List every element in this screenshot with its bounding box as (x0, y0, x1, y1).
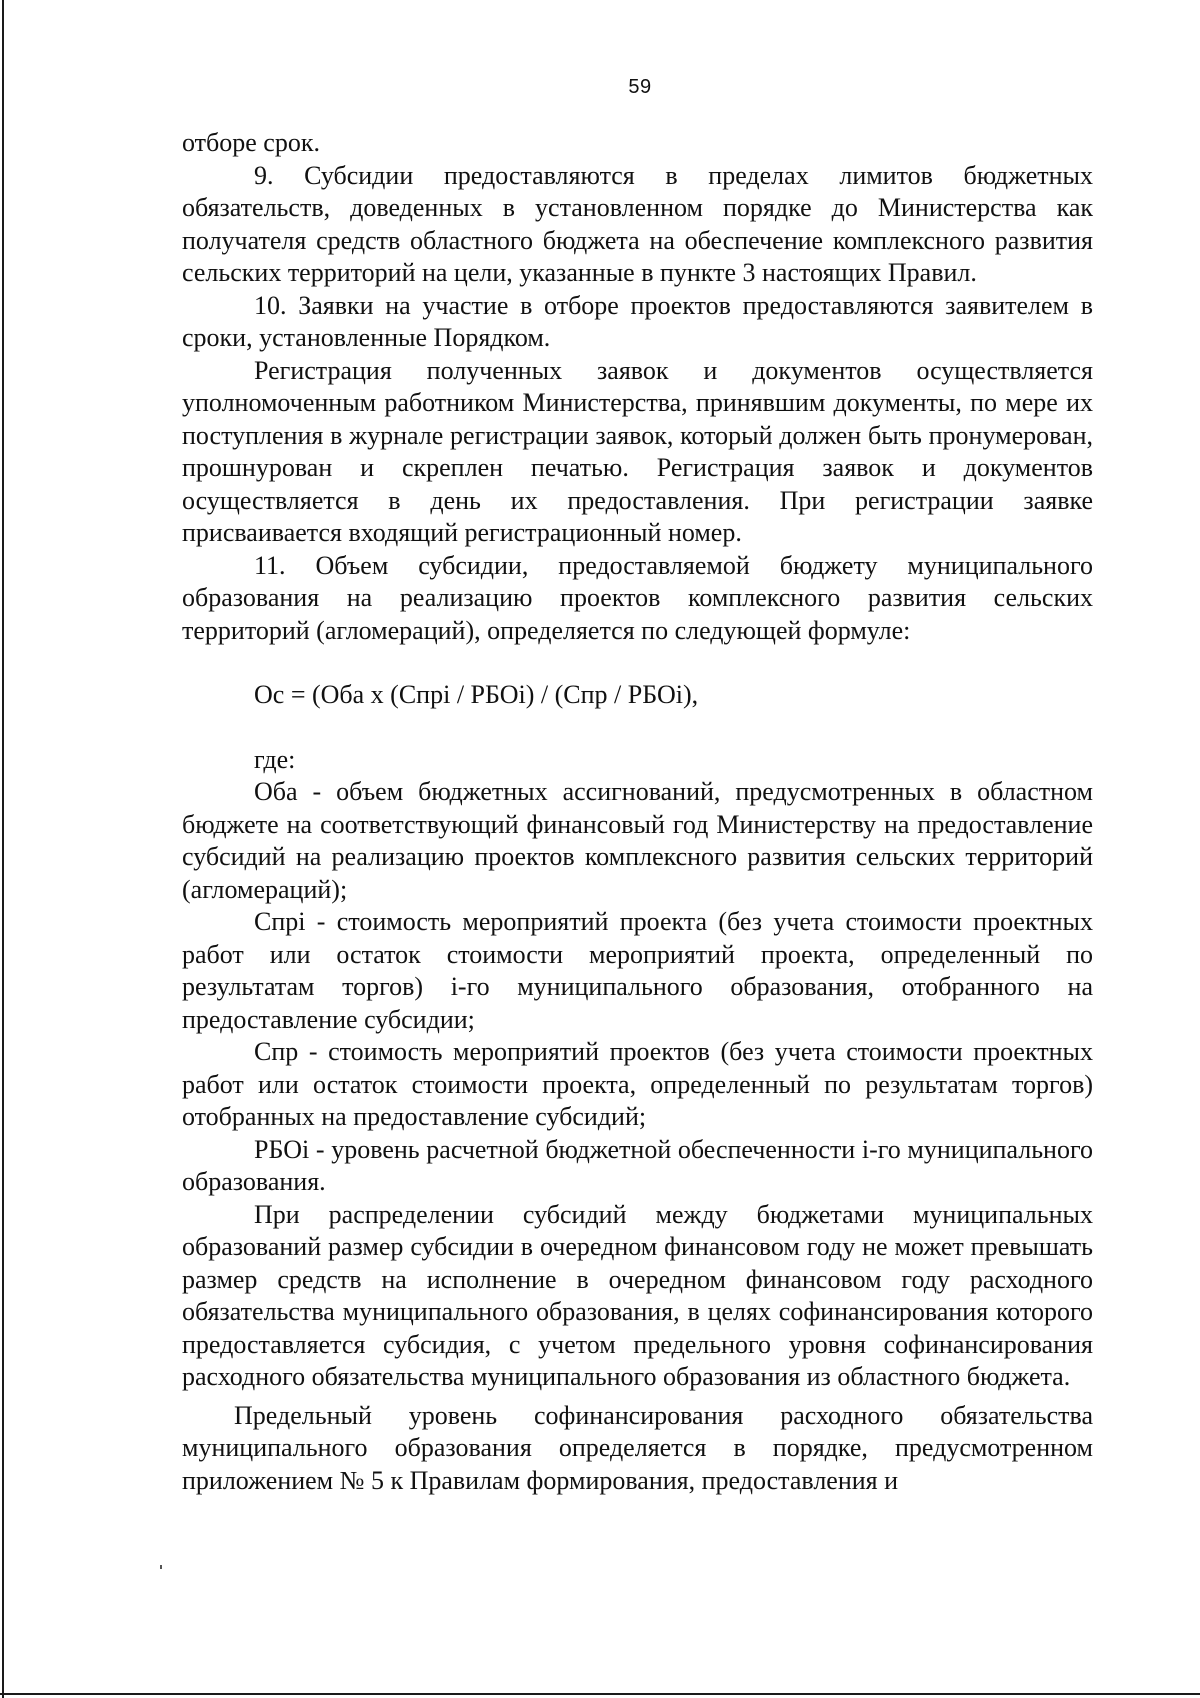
subsidy-formula: Ос = (Оба х (Cпрi / РБОi) / (Спр / РБОi), (254, 680, 699, 709)
scan-bottom-edge (0, 1693, 1200, 1695)
page-number: 59 (628, 76, 652, 98)
definition-oba: Оба - объем бюджетных ассигнований, предусмотренных в областном бюджете на соответствующий финансовый год Министерству на предоставление субсидий на реализацию проектов комплексного развития сельских территорий (агломераций); (182, 777, 1093, 904)
definition-spri: Спрi - стоимость мероприятий проекта (без учета стоимости проектных работ или остаток стоимости мероприятий проекта, определенный по результатам торгов) i-го муниципального образования, отобранного на предоставление субсидии; (182, 907, 1093, 1034)
paragraph-item-11: 11. Объем субсидии, предоставляемой бюджету муниципального образования на реализацию проектов комплексного развития сельских территорий (агломераций), определяется по следующей формуле: (182, 550, 1093, 645)
paragraph-item-9: 9. Субсидии предоставляются в пределах лимитов бюджетных обязательств, доведенных в установленном порядке до Министерства как получателя средств областного бюджета на обеспечение комплексного развития сельских территорий на цели, указанные в пункте 3 настоящих Правил. (182, 160, 1093, 287)
paragraph-item-10: 10. Заявки на участие в отборе проектов предоставляются заявителем в сроки, установленные Порядком. (182, 290, 1093, 352)
paragraph-continuation: отборе срок. (182, 128, 320, 157)
scan-speck (160, 1565, 162, 1569)
definition-rboi: РБОi - уровень расчетной бюджетной обеспеченности i-го муниципального образования. (182, 1134, 1093, 1196)
formula-where-label: где: (254, 744, 296, 774)
definition-spr: Спр - стоимость мероприятий проектов (без учета стоимости проектных работ или остаток стоимости проекта, определенный по результатам торгов) отобранных на предоставление субсидий; (182, 1037, 1093, 1131)
paragraph-distribution: При распределении субсидий между бюджетами муниципальных образований размер субсидии в очередном финансовом году не может превышать размер средств на исполнение в очередном финансовом году расходного обязательства муниципального образования, в целях софинансирования которого предоставляется субсидия, с учетом предельного уровня софинансирования расходного обязательства муниципального образования из областного бюджета. (182, 1199, 1093, 1391)
scan-left-edge (2, 0, 4, 1698)
paragraph-cofinancing-limit: Предельный уровень софинансирования расходного обязательства муниципального образования определяется в порядке, предусмотренном приложением № 5 к Правилам формирования, предоставления и (182, 1400, 1093, 1495)
document-body (182, 127, 1093, 1497)
paragraph-registration: Регистрация полученных заявок и документов осуществляется уполномоченным работником Министерства, принявшим документы, по мере их поступления в журнале регистрации заявок, который должен быть пронумерован, прошнурован и скреплен печатью. Регистрация заявок и документов осуществляется в день их предоставления. При регистрации заявке присваивается входящий регистрационный номер. (182, 355, 1093, 547)
